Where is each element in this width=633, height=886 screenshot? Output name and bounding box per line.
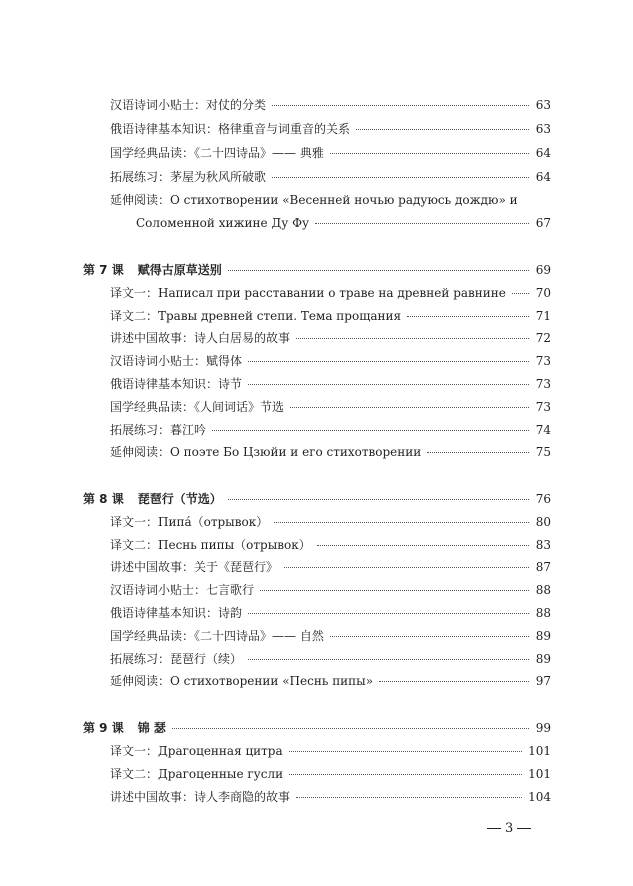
toc-entry: [110, 169, 551, 185]
dot-leader: [172, 728, 529, 729]
toc-entry-label: 译文二：Песнь пипы（отрывок）: [110, 538, 311, 552]
toc-entry-page: 73: [535, 400, 551, 414]
toc-entry: [110, 743, 551, 759]
dot-leader: [284, 567, 529, 568]
chapter-title: 琵琶行（节选）: [137, 492, 222, 506]
toc-entry-page: 88: [535, 606, 551, 620]
toc-entry-page: 63: [535, 98, 551, 112]
dot-leader: [228, 270, 529, 271]
dot-leader: [356, 129, 529, 130]
toc-entry-label: 汉语诗词小贴士：七言歌行: [110, 583, 255, 597]
toc-entry: [110, 789, 551, 805]
toc-entry: [110, 444, 551, 460]
toc-entry: [110, 308, 551, 324]
dot-leader: [407, 316, 529, 317]
toc-entry: [110, 422, 551, 438]
dot-leader: [512, 293, 529, 294]
toc-entry-page: 75: [535, 445, 551, 459]
toc-entry-label: 延伸阅读：О поэте Бо Цзюйи и его стихотворении: [110, 445, 422, 459]
chapter-heading: [83, 491, 551, 507]
chapter-heading: [83, 720, 551, 736]
chapter-page: 76: [535, 492, 551, 506]
toc-entry-label: 俄语诗律基本知识：诗韵: [110, 606, 243, 620]
toc-entry: [110, 330, 551, 346]
footer-dash-left: [487, 828, 501, 829]
toc-entry: [110, 192, 551, 208]
toc-entry: [110, 353, 551, 369]
toc-entry: [110, 605, 551, 621]
toc-entry-label: 拓展练习：琵琶行（续）: [110, 652, 243, 666]
chapter-title: 锦 瑟: [137, 721, 166, 735]
toc-entry-label: 译文一：Написал при расставании о траве на древней равнине: [110, 286, 506, 300]
toc-entry-label: 讲述中国故事：诗人李商隐的故事: [110, 790, 291, 804]
dot-leader: [330, 636, 529, 637]
toc-entry-page: 64: [535, 146, 551, 160]
toc-entry-page: 83: [535, 538, 551, 552]
dot-leader: [289, 774, 522, 775]
toc-entry: [110, 399, 551, 415]
toc-entry-page: 63: [535, 122, 551, 136]
dot-leader: [248, 659, 529, 660]
toc-entry-label: 译文一：Драгоценная цитра: [110, 744, 283, 758]
toc-entry-label: 国学经典品读：《人间词话》节选: [110, 400, 285, 414]
dot-leader: [289, 751, 522, 752]
toc-entry: [110, 766, 551, 782]
toc-entry: [110, 285, 551, 301]
toc-entry-label: 俄语诗律基本知识：格律重音与词重音的关系: [110, 122, 351, 136]
chapter-number: 第 9 课: [83, 721, 124, 735]
toc-entry: [110, 121, 551, 137]
toc-entry-label: 汉语诗词小贴士：对仗的分类: [110, 98, 267, 112]
dot-leader: [315, 223, 529, 224]
toc-entry-continuation: [136, 215, 551, 231]
toc-entry-page: 67: [535, 216, 551, 230]
chapter-number: 第 8 课: [83, 492, 124, 506]
dot-leader: [248, 613, 529, 614]
dot-leader: [317, 545, 529, 546]
toc-entry-page: 87: [535, 560, 551, 574]
toc-entry-label: 汉语诗词小贴士：赋得体: [110, 354, 243, 368]
page-number: 3: [505, 821, 514, 836]
toc-entry-page: 88: [535, 583, 551, 597]
toc-entry-page: 101: [528, 767, 551, 781]
toc-entry-page: 104: [528, 790, 551, 804]
toc-entry: [110, 651, 551, 667]
toc-entry-page: 72: [535, 331, 551, 345]
toc-entry-page: 97: [535, 674, 551, 688]
toc-entry-label: 译文一：Пипá（отрывок）: [110, 515, 269, 529]
toc-entry-page: 73: [535, 354, 551, 368]
toc-entry-page: 101: [528, 744, 551, 758]
chapter-title: 赋得古原草送别: [137, 263, 222, 277]
toc-entry: [110, 537, 551, 553]
toc-entry-label: 译文二：Травы древней степи. Тема прощания: [110, 309, 402, 323]
toc-entry: [110, 97, 551, 113]
toc-entry-label: 俄语诗律基本知识：诗节: [110, 377, 243, 391]
toc-entry-page: 71: [535, 309, 551, 323]
dot-leader: [274, 522, 529, 523]
toc-entry-label: 国学经典品读：《二十四诗品》—— 自然: [110, 629, 324, 643]
toc-entry: [110, 145, 551, 161]
chapter-heading: [83, 262, 551, 278]
footer-dash-right: [517, 828, 531, 829]
toc-entry-label: 国学经典品读：《二十四诗品》—— 典雅: [110, 146, 324, 160]
toc-entry-label: Соломенной хижине Ду Фу: [136, 216, 310, 230]
dot-leader: [248, 384, 529, 385]
dot-leader: [272, 177, 529, 178]
chapter-page: 69: [535, 263, 551, 277]
toc-entry-label: 拓展练习：暮江吟: [110, 423, 207, 437]
toc-entry-page: 73: [535, 377, 551, 391]
dot-leader: [212, 430, 529, 431]
toc-entry-page: 89: [535, 652, 551, 666]
toc-entry-page: 80: [535, 515, 551, 529]
page-footer: [487, 821, 531, 836]
dot-leader: [427, 452, 529, 453]
toc-entry-label: 讲述中国故事：关于《琵琶行》: [110, 560, 279, 574]
dot-leader: [379, 681, 529, 682]
dot-leader: [296, 338, 529, 339]
toc-entry: [110, 582, 551, 598]
toc-entry-label: 讲述中国故事：诗人白居易的故事: [110, 331, 291, 345]
toc-entry-page: 64: [535, 170, 551, 184]
chapter-page: 99: [535, 721, 551, 735]
toc-entry: [110, 376, 551, 392]
toc-entry-page: 89: [535, 629, 551, 643]
dot-leader: [248, 361, 529, 362]
toc-entry: [110, 559, 551, 575]
dot-leader: [296, 797, 522, 798]
toc-entry-label: 译文二：Драгоценные гусли: [110, 767, 284, 781]
toc-entry-page: 74: [535, 423, 551, 437]
dot-leader: [290, 407, 529, 408]
toc-entry-label: 拓展练习：茅屋为秋风所破歌: [110, 170, 267, 184]
toc-entry: [110, 628, 551, 644]
toc-entry: [110, 673, 551, 689]
toc-entry: [110, 514, 551, 530]
toc-entry-page: 70: [535, 286, 551, 300]
toc-entry-label: 延伸阅读：О стихотворении «Весенней ночью радуюсь дождю» и: [110, 193, 518, 207]
toc-entry-label: 延伸阅读：О стихотворении «Песнь пипы»: [110, 674, 374, 688]
dot-leader: [260, 590, 529, 591]
dot-leader: [228, 499, 529, 500]
dot-leader: [272, 105, 529, 106]
chapter-number: 第 7 课: [83, 263, 124, 277]
dot-leader: [330, 153, 529, 154]
